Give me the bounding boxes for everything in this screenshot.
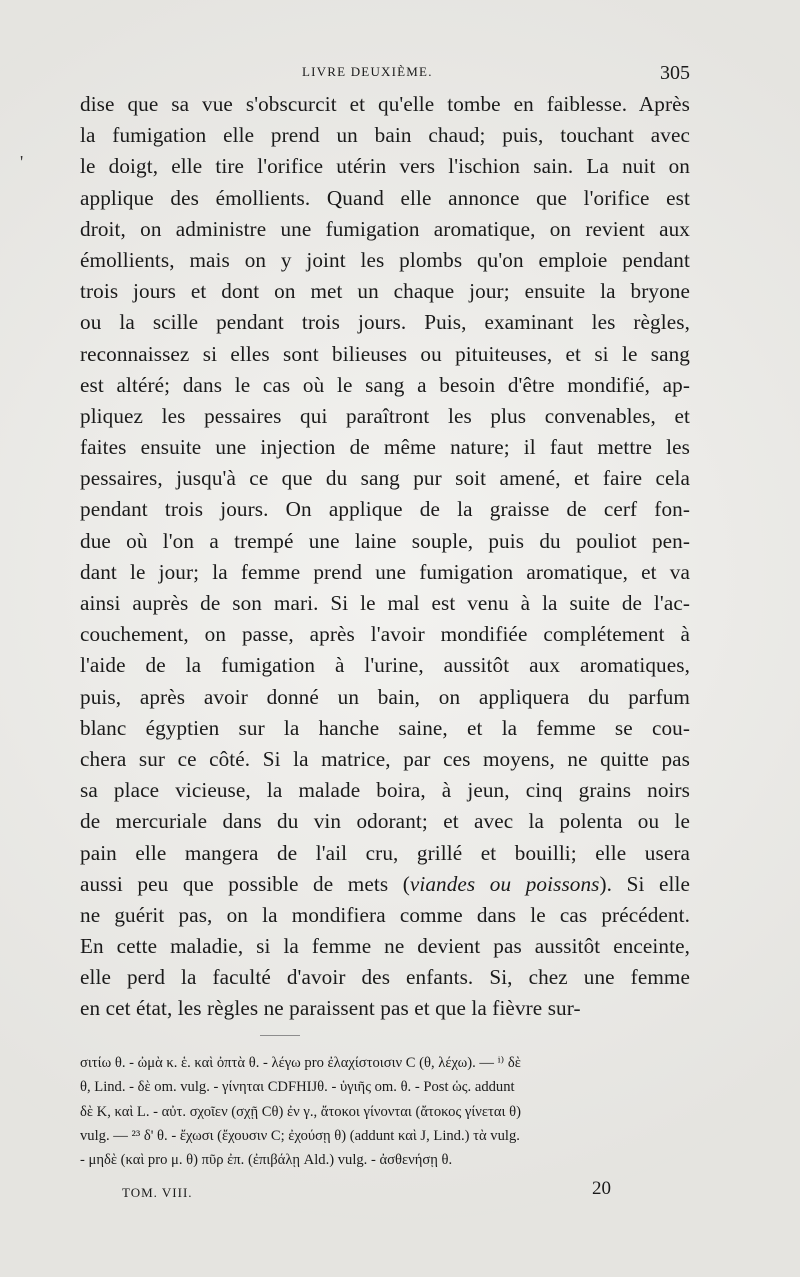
footnote-line: δὲ K, καὶ L. - αὐτ. σχοῖεν (σχῇ Cθ) ἐν γ., ἄτοκοι γίνονται (ἄτοκος γίνεται θ) xyxy=(80,1103,521,1120)
italic-phrase: viandes ou poissons xyxy=(409,871,600,896)
text-line: puis, après avoir donné un bain, on appliquera du parfum xyxy=(80,684,690,709)
text-line: pain elle mangera de l'ail cru, grillé et bouilli; elle usera xyxy=(80,840,690,865)
running-title: LIVRE DEUXIÈME. xyxy=(302,64,433,79)
text-line: la fumigation elle prend un bain chaud; puis, touchant avec xyxy=(80,123,690,148)
text-line: l'aide de la fumigation à l'urine, aussitôt aux aromatiques, xyxy=(80,653,690,678)
page-footer xyxy=(80,1178,690,1202)
volume-signature: TOM. VIII. xyxy=(122,1185,193,1200)
footnote-line: vulg. — ²³ δ' θ. - ἔχωσι (ἔχουσιν C; ἐχούσῃ θ) (addunt καὶ J, Lind.) τὰ vulg. xyxy=(80,1127,520,1144)
text-line: droit, on administre une fumigation aromatique, on revient aux xyxy=(80,216,690,241)
page-number: 305 xyxy=(660,62,690,84)
text-line: pliquez les pessaires qui paraîtront les plus convenables, et xyxy=(80,403,690,428)
text-line: le doigt, elle tire l'orifice utérin vers l'ischion sain. La nuit on xyxy=(80,154,690,179)
text-line: trois jours et dont on met un chaque jour; ensuite la bryone xyxy=(80,279,690,304)
text-line: elle perd la faculté d'avoir des enfants. Si, chez une femme xyxy=(80,965,690,990)
text-line: sa place vicieuse, la malade boira, à jeun, cinq grains noirs xyxy=(80,778,690,803)
main-text xyxy=(80,89,690,1025)
text-line-with-italic xyxy=(80,869,690,900)
footnote-line: θ, Lind. - δὲ om. vulg. - γίνηται CDFHIJθ. - ὑγιῆς om. θ. - Post ὡς. addunt xyxy=(80,1079,515,1096)
text-line: faites ensuite une injection de même nature; il faut mettre les xyxy=(80,435,690,460)
text-line: couchement, on passe, après l'avoir mondifiée complétement à xyxy=(80,622,690,647)
text-line: pendant trois jours. On applique de la graisse de cerf fon- xyxy=(80,497,690,522)
text-line: en cet état, les règles ne paraissent pas et que la fièvre sur- xyxy=(80,996,581,1021)
italic-line-before: aussi peu que possible de mets ( xyxy=(80,871,410,896)
text-line: applique des émollients. Quand elle annonce que l'orifice est xyxy=(80,185,690,210)
text-line: reconnaissez si elles sont bilieuses ou pituiteuses, et si le sang xyxy=(80,341,690,366)
margin-mark: ' xyxy=(20,152,24,172)
text-line: ainsi auprès de son mari. Si le mal est venu à la suite de l'ac- xyxy=(80,591,690,615)
footnotes xyxy=(80,1051,695,1172)
footnote-line: - μηδὲ (καὶ pro μ. θ) πῦρ ἐπ. (ἐπιβάλῃ Ald.) vulg. - ἀσθενήσῃ θ. xyxy=(80,1152,453,1169)
signature-number: 20 xyxy=(592,1178,611,1199)
running-head xyxy=(80,62,690,86)
text-line: chera sur ce côté. Si la matrice, par ces moyens, ne quitte pas xyxy=(80,746,690,771)
text-line: est altéré; dans le cas où le sang a besoin d'être mondifié, ap- xyxy=(80,372,690,397)
text-line: dant le jour; la femme prend une fumigation aromatique, et va xyxy=(80,559,690,584)
text-line: En cette maladie, si la femme ne devient pas aussitôt enceinte, xyxy=(80,934,690,959)
footnote-divider xyxy=(260,1035,300,1036)
text-line: blanc égyptien sur la hanche saine, et la femme se cou- xyxy=(80,715,690,740)
text-line: émollients, mais on y joint les plombs qu'on emploie pendant xyxy=(80,247,690,272)
text-line: ne guérit pas, on la mondifiera comme dans le cas précédent. xyxy=(80,902,690,927)
footnote-line: σιτίω θ. - ὠμὰ κ. ἑ. καὶ ὀπτὰ θ. - λέγω pro ἐλαχίστοισιν C (θ, λέχω). — ⁱ⁾ δὲ xyxy=(80,1055,521,1071)
text-line: ou la scille pendant trois jours. Puis, examinant les règles, xyxy=(80,310,690,335)
italic-line-after: ). Si elle xyxy=(599,871,690,896)
text-line: due où l'on a trempé une laine souple, puis du pouliot pen- xyxy=(80,528,690,553)
text-line: de mercuriale dans du vin odorant; et avec la polenta ou le xyxy=(80,809,690,834)
text-line: pessaires, jusqu'à ce que du sang pur soit amené, et faire cela xyxy=(80,466,690,491)
text-line: dise que sa vue s'obscurcit et qu'elle tombe en faiblesse. Après xyxy=(80,92,690,116)
